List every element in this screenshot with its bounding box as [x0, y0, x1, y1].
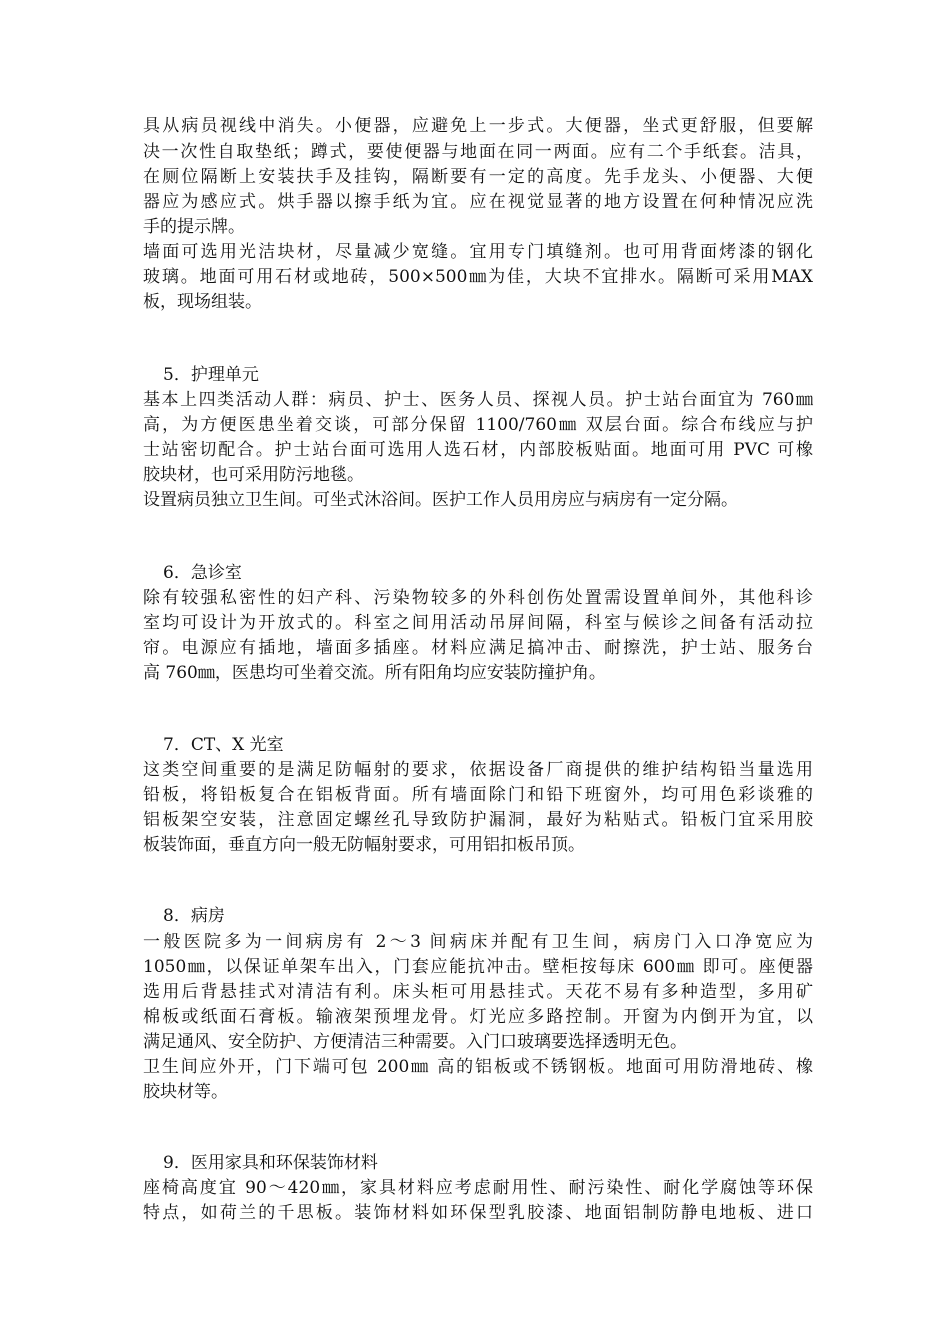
paragraph-line: 胶块材等。: [143, 1082, 228, 1102]
paragraph-line: 基本上四类活动人群：病员、护士、医务人员、探视人员。护士站台面宜为 760㎜: [143, 390, 813, 410]
paragraph-line: 满足通风、安全防护、方便清洁三种需要。入门口玻璃要选择透明无色。: [143, 1032, 687, 1052]
section-heading: 6．急诊室: [163, 563, 242, 583]
paragraph-line: 一般医院多为一间病房有 2～3 间病床并配有卫生间，病房门入口净宽应为: [143, 932, 813, 952]
paragraph-line: 室均可设计为开放式的。科室之间用活动吊屏间隔，科室与候诊之间备有活动拉: [143, 613, 813, 633]
paragraph-line: 铝板架空安装，注意固定螺丝孔导致防护漏洞，最好为粘贴式。铅板门宜采用胶: [143, 810, 813, 830]
paragraph-line: 高 760㎜，医患均可坐着交流。所有阳角均应安装防撞护角。: [143, 663, 606, 683]
paragraph-line: 这类空间重要的是满足防幅射的要求，依据设备厂商提供的维护结构铅当量选用: [143, 760, 813, 780]
paragraph-line: 手的提示牌。: [143, 217, 245, 237]
paragraph-line: 除有较强私密性的妇产科、污染物较多的外科创伤处置需设置单间外，其他科诊: [143, 588, 813, 608]
paragraph-line: 胶块材，也可采用防污地毯。: [143, 465, 364, 485]
paragraph-line: 1050㎜，以保证单架车出入，门套应能抗冲击。壁柜按每床 600㎜ 即可。座便器: [143, 957, 813, 977]
paragraph-line: 卫生间应外开，门下端可包 200㎜ 高的铝板或不锈钢板。地面可用防滑地砖、橡: [143, 1057, 813, 1077]
paragraph-line: 器应为感应式。烘手器以擦手纸为宜。应在视觉显著的地方设置在何种情况应洗: [143, 192, 813, 212]
section-heading: 8．病房: [163, 906, 225, 926]
paragraph-line: 玻璃。地面可用石材或地砖，500×500㎜为佳，大块不宜排水。隔断可采用MAX: [143, 267, 813, 287]
paragraph-line: 帘。电源应有插地，墙面多插座。材料应满足搞冲击、耐擦洗，护士站、服务台: [143, 638, 813, 658]
paragraph-line: 特点，如荷兰的千思板。装饰材料如环保型乳胶漆、地面铝制防静电地板、进口: [143, 1203, 813, 1223]
paragraph-line: 板装饰面，垂直方向一般无防幅射要求，可用铝扣板吊顶。: [143, 835, 585, 855]
paragraph-line: 铅板，将铅板复合在铝板背面。所有墙面除门和铅下班窗外，均可用色彩谈雅的: [143, 785, 813, 805]
paragraph-line: 棉板或纸面石膏板。输液架预埋龙骨。灯光应多路控制。开窗为内倒开为宜，以: [143, 1007, 813, 1027]
paragraph-line: 选用后背悬挂式对清洁有利。床头柜可用悬挂式。天花不易有多种造型，多用矿: [143, 982, 813, 1002]
paragraph-line: 设置病员独立卫生间。可坐式沐浴间。医护工作人员用房应与病房有一定分隔。: [143, 490, 738, 510]
section-heading: 9．医用家具和环保装饰材料: [163, 1153, 378, 1173]
section-heading: 5．护理单元: [163, 365, 259, 385]
paragraph-line: 决一次性自取垫纸；蹲式，要使便器与地面在同一两面。应有二个手纸套。洁具，: [143, 142, 813, 162]
paragraph-line: 具从病员视线中消失。小便器，应避免上一步式。大便器，坐式更舒服，但要解: [143, 116, 813, 136]
paragraph-line: 板，现场组装。: [143, 292, 262, 312]
section-heading: 7．CT、X 光室: [163, 735, 284, 755]
paragraph-line: 墙面可选用光洁块材，尽量减少宽缝。宜用专门填缝剂。也可用背面烤漆的钢化: [143, 242, 813, 262]
paragraph-line: 在厕位隔断上安装扶手及挂钩，隔断要有一定的高度。先手龙头、小便器、大便: [143, 167, 813, 187]
paragraph-line: 士站密切配合。护士站台面可选用人选石材，内部胶板贴面。地面可用 PVC 可橡: [143, 440, 813, 460]
paragraph-line: 座椅高度宜 90～420㎜，家具材料应考虑耐用性、耐污染性、耐化学腐蚀等环保: [143, 1178, 813, 1198]
paragraph-line: 高，为方便医患坐着交谈，可部分保留 1100/760㎜ 双层台面。综合布线应与护: [143, 415, 813, 435]
